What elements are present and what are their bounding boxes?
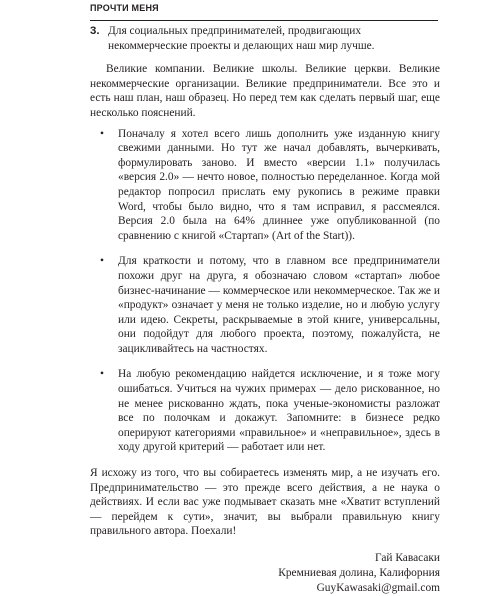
bullet-item-1 [90,127,440,244]
author-location: Кремниевая долина, Калифорния [278,567,440,579]
item-text: Для социальных предпринимателей, продвигающих некоммерческие проекты и делающих наш мир лучше. [108,25,375,52]
page-body [90,24,440,596]
bullet-marker: • [100,127,104,140]
author-name: Гай Кавасаки [375,552,440,564]
bullet-marker: • [100,368,104,381]
item-number: 3. [90,25,100,37]
signature-block [90,551,440,596]
running-header [90,0,438,21]
bullet-text: Поначалу я хотел всего лишь дополнить уже изданную книгу свежими данными. Но тут же начал добавлять, вычеркивать, формулировать заново. И вместо «версии 1.1» получилась «версия 2.0» — нечто новое, полностью переделанное. Когда мой редактор попросил прислать ему рукопись в режиме правки Word, чтобы было видно, что я там исправил, я рассмеялся. Версия 2.0 была на 64% длиннее уже опубликованной (по сравнению с книгой «Стартап» (Art of the Start)). [118,127,440,242]
bullet-item-2 [90,254,440,356]
bullet-item-3 [90,367,440,455]
bullet-marker: • [100,255,104,268]
running-header-title: ПРОЧТИ МЕНЯ [90,3,159,13]
numbered-item-3 [90,24,440,53]
intro-paragraph: Великие компании. Великие школы. Великие церкви. Великие некоммерческие организации. Великие предприниматели. Все это и есть наш план, наш образец. Но перед тем как сделать первый шаг, еще несколько пояснений. [90,63,440,119]
bullet-text: Для краткости и потому, что в главном все предприниматели похожи друг на друга, я обозначаю словом «стартап» любое бизнес-начинание — коммерческое или некоммерческое. Так же и «продукт» означает у меня не только изделие, но и любую услугу или идею. Секреты, раскрываемые в этой книге, универсальны, они подойдут для любого проекта, поэтому, пожалуйста, не зацикливайтесь на частностях. [118,255,440,355]
author-email: GuyKawasaki@gmail.com [316,582,440,594]
closing-paragraph: Я исхожу из того, что вы собираетесь изменять мир, а не изучать его. Предпринимательство — это прежде всего действия, а не наука о действиях. И если вас уже подмывает сказать мне «Хватит вступлений — перейдем к сути», значит, вы выбрали правильную книгу правильного автора. Поехали! [90,467,440,538]
bullet-text: На любую рекомендацию найдется исключение, и я тоже могу ошибаться. Учиться на чужих примерах — дело рискованное, но не менее рискованно ждать, пока ученые-экономисты разложат все по полочкам и докажут. Запомните: в бизнесе редко оперируют категориями «правильное» и «неправильное», здесь в ходу другой критерий — работает или нет. [118,368,440,454]
